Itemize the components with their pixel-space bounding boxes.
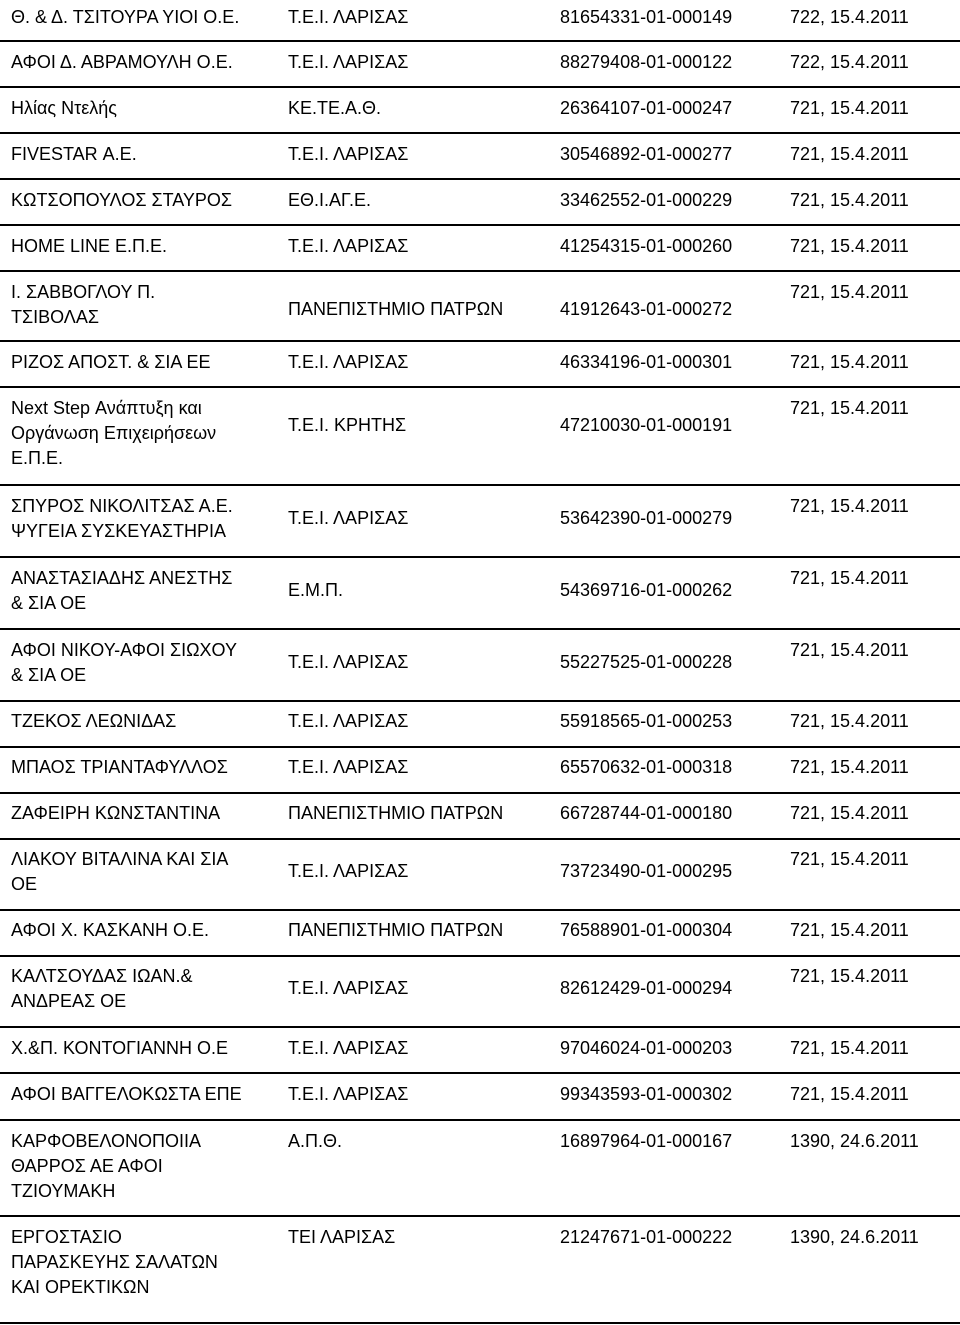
reference-cell: 721, 15.4.2011 [790,849,909,869]
institution-cell: Τ.Ε.Ι. ΛΑΡΙΣΑΣ [288,652,409,672]
company-cell: ΑΝΑΣΤΑΣΙΑΔΗΣ ΑΝΕΣΤΗΣ & ΣΙΑ ΟΕ [11,568,233,613]
row-divider [0,86,960,88]
company-cell: ΑΦΟΙ ΒΑΓΓΕΛΟΚΩΣΤΑ ΕΠΕ [11,1084,242,1104]
institution-cell: Α.Π.Θ. [288,1131,343,1151]
institution-cell: Τ.Ε.Ι. ΛΑΡΙΣΑΣ [288,7,409,27]
code-cell: 30546892-01-000277 [560,144,733,164]
company-cell: Θ. & Δ. ΤΣΙΤΟΥΡΑ ΥΙΟΙ Ο.Ε. [11,7,240,27]
reference-cell: 722, 15.4.2011 [790,52,909,72]
reference-cell: 721, 15.4.2011 [790,398,909,418]
institution-cell: Τ.Ε.Ι. ΛΑΡΙΣΑΣ [288,1084,409,1104]
reference-cell: 721, 15.4.2011 [790,98,909,118]
institution-cell: ΚΕ.ΤΕ.Α.Θ. [288,98,382,118]
code-cell: 76588901-01-000304 [560,920,733,940]
institution-cell: Ε.Μ.Π. [288,580,344,600]
company-cell: ΑΦΟΙ Χ. ΚΑΣΚΑΝΗ Ο.Ε. [11,920,210,940]
code-cell: 65570632-01-000318 [560,757,733,777]
code-cell: 33462552-01-000229 [560,190,733,210]
reference-cell: 1390, 24.6.2011 [790,1131,919,1151]
code-cell: 53642390-01-000279 [560,508,733,528]
code-cell: 55227525-01-000228 [560,652,733,672]
code-cell: 46334196-01-000301 [560,352,733,372]
reference-cell: 721, 15.4.2011 [790,496,909,516]
code-cell: 97046024-01-000203 [560,1038,733,1058]
row-divider [0,1119,960,1121]
institution-cell: Τ.Ε.Ι. ΛΑΡΙΣΑΣ [288,711,409,731]
row-divider [0,178,960,180]
code-cell: 54369716-01-000262 [560,580,733,600]
institution-cell: Τ.Ε.Ι. ΛΑΡΙΣΑΣ [288,352,409,372]
code-cell: 47210030-01-000191 [560,415,733,435]
code-cell: 55918565-01-000253 [560,711,733,731]
institution-cell: Τ.Ε.Ι. ΛΑΡΙΣΑΣ [288,757,409,777]
code-cell: 41254315-01-000260 [560,236,733,256]
row-divider [0,628,960,630]
reference-cell: 1390, 24.6.2011 [790,1227,919,1247]
company-cell: ΑΦΟΙ Δ. ΑΒΡΑΜΟΥΛΗ Ο.Ε. [11,52,233,72]
company-cell: ΚΑΡΦΟΒΕΛΟΝΟΠΟΙΙΑ ΘΑΡΡΟΣ ΑΕ ΑΦΟΙ ΤΖΙΟΥΜΑΚΗ [11,1131,202,1201]
row-divider [0,838,960,840]
code-cell: 66728744-01-000180 [560,803,733,823]
company-cell: Ι. ΣΑΒΒΟΓΛΟΥ Π. ΤΣΙΒΟΛΑΣ [11,282,156,327]
company-cell: ΡΙΖΟΣ ΑΠΟΣΤ. & ΣΙΑ ΕΕ [11,352,211,372]
row-divider [0,700,960,702]
reference-cell: 722, 15.4.2011 [790,7,909,27]
row-divider [0,270,960,272]
company-cell: Χ.&Π. ΚΟΝΤΟΓΙΑΝΝΗ Ο.Ε [11,1038,229,1058]
reference-cell: 721, 15.4.2011 [790,966,909,986]
code-cell: 81654331-01-000149 [560,7,733,27]
company-cell: FIVESTAR Α.Ε. [11,144,137,164]
row-divider [0,955,960,957]
institution-cell: Τ.Ε.Ι. ΛΑΡΙΣΑΣ [288,236,409,256]
reference-cell: 721, 15.4.2011 [790,568,909,588]
row-divider [0,224,960,226]
reference-cell: 721, 15.4.2011 [790,711,909,731]
reference-cell: 721, 15.4.2011 [790,1084,909,1104]
row-divider [0,340,960,342]
code-cell: 82612429-01-000294 [560,978,733,998]
reference-cell: 721, 15.4.2011 [790,1038,909,1058]
institution-cell: ΠΑΝΕΠΙΣΤΗΜΙΟ ΠΑΤΡΩΝ [288,803,504,823]
company-cell: ΣΠΥΡΟΣ ΝΙΚΟΛΙΤΣΑΣ Α.Ε. ΨΥΓΕΙΑ ΣΥΣΚΕΥΑΣΤΗΡΙΑ [11,496,233,541]
code-cell: 99343593-01-000302 [560,1084,733,1104]
reference-cell: 721, 15.4.2011 [790,803,909,823]
row-divider [0,1026,960,1028]
row-divider [0,792,960,794]
institution-cell: Τ.Ε.Ι. ΛΑΡΙΣΑΣ [288,508,409,528]
institution-cell: ΠΑΝΕΠΙΣΤΗΜΙΟ ΠΑΤΡΩΝ [288,299,504,319]
company-cell: ΚΑΛΤΣΟΥΔΑΣ ΙΩΑΝ.& ΑΝΔΡΕΑΣ ΟΕ [11,966,193,1011]
code-cell: 88279408-01-000122 [560,52,733,72]
company-cell: ΖΑΦΕΙΡΗ ΚΩΝΣΤΑΝΤΙΝΑ [11,803,221,823]
row-divider [0,40,960,42]
row-divider [0,909,960,911]
reference-cell: 721, 15.4.2011 [790,282,909,302]
institution-cell: Τ.Ε.Ι. ΛΑΡΙΣΑΣ [288,144,409,164]
code-cell: 73723490-01-000295 [560,861,733,881]
reference-cell: 721, 15.4.2011 [790,920,909,940]
institution-cell: ΤΕΙ ΛΑΡΙΣΑΣ [288,1227,396,1247]
code-cell: 41912643-01-000272 [560,299,733,319]
company-cell: ΚΩΤΣΟΠΟΥΛΟΣ ΣΤΑΥΡΟΣ [11,190,233,210]
company-cell: ΑΦΟΙ ΝΙΚΟΥ-ΑΦΟΙ ΣΙΩΧΟΥ & ΣΙΑ ΟΕ [11,640,237,685]
company-cell: ΛΙΑΚΟΥ ΒΙΤΑΛΙΝΑ ΚΑΙ ΣΙΑ ΟΕ [11,849,229,894]
company-cell: Next Step Ανάπτυξη και Οργάνωση Επιχειρήσεων Ε.Π.Ε. [11,398,217,468]
code-cell: 26364107-01-000247 [560,98,733,118]
row-divider [0,386,960,388]
company-cell: ΕΡΓΟΣΤΑΣΙΟ ΠΑΡΑΣΚΕΥΗΣ ΣΑΛΑΤΩΝ ΚΑΙ ΟΡΕΚΤΙΚΩΝ [11,1227,218,1297]
institution-cell: ΠΑΝΕΠΙΣΤΗΜΙΟ ΠΑΤΡΩΝ [288,920,504,940]
reference-cell: 721, 15.4.2011 [790,144,909,164]
company-cell: ΜΠΑΟΣ ΤΡΙΑΝΤΑΦΥΛΛΟΣ [11,757,228,777]
institution-cell: Τ.Ε.Ι. ΛΑΡΙΣΑΣ [288,978,409,998]
reference-cell: 721, 15.4.2011 [790,190,909,210]
code-cell: 16897964-01-000167 [560,1131,733,1151]
company-cell: Ηλίας Ντελής [11,98,117,118]
row-divider [0,1322,960,1324]
company-cell: HOME LINE Ε.Π.Ε. [11,236,168,256]
row-divider [0,132,960,134]
institution-cell: Τ.Ε.Ι. ΚΡΗΤΗΣ [288,415,407,435]
institution-cell: Τ.Ε.Ι. ΛΑΡΙΣΑΣ [288,52,409,72]
row-divider [0,484,960,486]
reference-cell: 721, 15.4.2011 [790,236,909,256]
institution-cell: Τ.Ε.Ι. ΛΑΡΙΣΑΣ [288,1038,409,1058]
reference-cell: 721, 15.4.2011 [790,757,909,777]
reference-cell: 721, 15.4.2011 [790,352,909,372]
row-divider [0,746,960,748]
row-divider [0,1072,960,1074]
code-cell: 21247671-01-000222 [560,1227,733,1247]
institution-cell: Τ.Ε.Ι. ΛΑΡΙΣΑΣ [288,861,409,881]
row-divider [0,556,960,558]
reference-cell: 721, 15.4.2011 [790,640,909,660]
row-divider [0,1215,960,1217]
company-cell: ΤΖΕΚΟΣ ΛΕΩΝΙΔΑΣ [11,711,177,731]
institution-cell: ΕΘ.Ι.ΑΓ.Ε. [288,190,371,210]
